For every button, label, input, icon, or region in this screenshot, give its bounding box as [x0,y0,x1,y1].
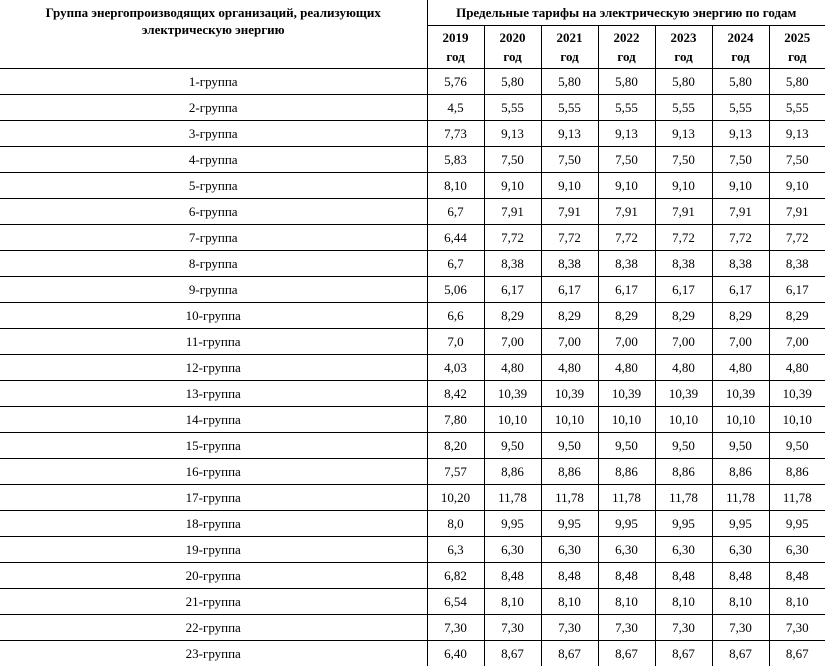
group-label: 11-группа [0,329,427,355]
group-label: 14-группа [0,407,427,433]
tariff-value: 8,67 [598,641,655,667]
table-row [0,459,825,485]
year-number: 2020 [499,30,526,45]
header-row-top [0,0,825,26]
group-label: 5-группа [0,173,427,199]
group-label: 17-группа [0,485,427,511]
table-row [0,303,825,329]
table-row [0,225,825,251]
table-row [0,173,825,199]
tariff-value: 9,13 [655,121,712,147]
tariff-value: 6,30 [598,537,655,563]
tariff-value: 9,10 [655,173,712,199]
tariff-value: 9,50 [712,433,769,459]
year-number: 2024 [727,30,754,45]
tariff-value: 8,10 [598,589,655,615]
year-suffix: год [617,49,636,64]
tariff-value: 7,91 [769,199,825,225]
tariff-value: 7,91 [484,199,541,225]
tariff-value: 7,50 [655,147,712,173]
tariff-value: 9,10 [712,173,769,199]
tariff-value: 9,13 [484,121,541,147]
tariff-value: 7,00 [769,329,825,355]
group-label: 18-группа [0,511,427,537]
group-label: 12-группа [0,355,427,381]
tariff-value: 7,91 [598,199,655,225]
year-suffix: год [788,49,807,64]
tariff-value: 7,30 [427,615,484,641]
tariff-value: 8,29 [598,303,655,329]
tariff-value: 6,7 [427,199,484,225]
tariff-value: 6,17 [598,277,655,303]
tariff-value: 6,30 [541,537,598,563]
tariff-value: 6,30 [484,537,541,563]
table-row [0,615,825,641]
tariff-value: 7,50 [769,147,825,173]
tariff-value: 8,67 [712,641,769,667]
tariff-value: 11,78 [655,485,712,511]
tariff-value: 8,38 [655,251,712,277]
tariff-value: 6,17 [712,277,769,303]
group-label: 1-группа [0,69,427,95]
tariff-value: 5,55 [598,95,655,121]
year-header-2023 [655,26,712,69]
tariff-value: 7,72 [598,225,655,251]
tariff-value: 10,39 [769,381,825,407]
tariff-value: 6,30 [769,537,825,563]
table-row [0,511,825,537]
tariff-value: 7,72 [541,225,598,251]
tariff-value: 5,55 [655,95,712,121]
tariff-value: 9,95 [484,511,541,537]
tariff-value: 11,78 [598,485,655,511]
year-suffix: год [731,49,750,64]
year-suffix: год [503,49,522,64]
tariff-value: 5,80 [712,69,769,95]
tariff-value: 7,30 [598,615,655,641]
tariff-value: 7,00 [655,329,712,355]
tariff-value: 8,38 [598,251,655,277]
tariff-value: 8,0 [427,511,484,537]
table-row [0,251,825,277]
tariff-value: 8,38 [712,251,769,277]
tariff-value: 8,86 [655,459,712,485]
year-number: 2023 [670,30,697,45]
tariff-column-header: Предельные тарифы на электрическую энергию по годам [427,0,825,26]
tariff-value: 7,30 [541,615,598,641]
tariff-value: 7,72 [769,225,825,251]
tariff-value: 8,38 [769,251,825,277]
tariff-value: 8,86 [598,459,655,485]
tariff-value: 10,10 [712,407,769,433]
group-label: 21-группа [0,589,427,615]
tariff-value: 9,13 [598,121,655,147]
tariff-value: 11,78 [712,485,769,511]
tariff-value: 8,48 [769,563,825,589]
tariff-value: 6,17 [484,277,541,303]
table-row [0,641,825,667]
tariff-value: 8,67 [541,641,598,667]
year-number: 2025 [784,30,811,45]
tariff-value: 8,48 [541,563,598,589]
group-label: 7-группа [0,225,427,251]
tariff-value: 8,10 [712,589,769,615]
group-label: 13-группа [0,381,427,407]
tariff-value: 8,10 [541,589,598,615]
tariff-value: 6,44 [427,225,484,251]
year-number: 2022 [613,30,640,45]
tariff-value: 10,39 [598,381,655,407]
tariff-value: 6,54 [427,589,484,615]
tariff-value: 6,17 [769,277,825,303]
tariff-value: 8,86 [484,459,541,485]
tariff-value: 5,83 [427,147,484,173]
tariff-value: 5,06 [427,277,484,303]
tariff-value: 6,7 [427,251,484,277]
year-number: 2019 [442,30,469,45]
year-header-2019 [427,26,484,69]
tariff-value: 8,10 [427,173,484,199]
tariff-value: 7,91 [655,199,712,225]
tariff-value: 5,80 [484,69,541,95]
tariff-value: 7,00 [541,329,598,355]
tariff-value: 10,10 [484,407,541,433]
tariff-value: 8,38 [484,251,541,277]
tariff-value: 9,10 [541,173,598,199]
group-label: 10-группа [0,303,427,329]
year-header-2021 [541,26,598,69]
tariff-value: 6,17 [655,277,712,303]
tariff-value: 7,72 [484,225,541,251]
tariff-value: 4,03 [427,355,484,381]
group-label: 3-группа [0,121,427,147]
table-row [0,121,825,147]
table-row [0,433,825,459]
tariff-value: 7,00 [712,329,769,355]
group-label: 2-группа [0,95,427,121]
group-label: 19-группа [0,537,427,563]
tariff-value: 8,86 [541,459,598,485]
tariff-value: 4,80 [484,355,541,381]
tariff-value: 8,10 [484,589,541,615]
tariff-value: 9,50 [484,433,541,459]
tariff-value: 9,13 [769,121,825,147]
tariff-value: 6,6 [427,303,484,329]
tariff-value: 8,48 [655,563,712,589]
tariff-value: 7,50 [541,147,598,173]
tariff-value: 7,73 [427,121,484,147]
tariff-value: 8,29 [484,303,541,329]
tariff-value: 9,10 [769,173,825,199]
tariff-value: 10,39 [712,381,769,407]
tariff-value: 11,78 [484,485,541,511]
group-label: 8-группа [0,251,427,277]
year-header-2020 [484,26,541,69]
tariff-value: 8,10 [655,589,712,615]
table-row [0,329,825,355]
tariff-value: 10,39 [655,381,712,407]
tariff-value: 9,95 [712,511,769,537]
tariff-value: 7,72 [655,225,712,251]
tariff-value: 7,30 [484,615,541,641]
tariff-value: 5,80 [655,69,712,95]
tariff-value: 5,55 [769,95,825,121]
tariff-value: 7,57 [427,459,484,485]
tariff-value: 7,72 [712,225,769,251]
tariff-value: 6,3 [427,537,484,563]
tariff-value: 7,00 [598,329,655,355]
year-header-2024 [712,26,769,69]
tariff-value: 8,29 [541,303,598,329]
year-suffix: год [560,49,579,64]
tariff-value: 4,5 [427,95,484,121]
table-row [0,381,825,407]
tariff-value: 11,78 [769,485,825,511]
tariff-value: 6,30 [712,537,769,563]
tariff-value: 8,67 [655,641,712,667]
table-row [0,95,825,121]
tariff-value: 4,80 [769,355,825,381]
tariff-value: 9,50 [541,433,598,459]
tariff-value: 9,10 [484,173,541,199]
group-label: 15-группа [0,433,427,459]
tariff-value: 7,30 [712,615,769,641]
group-label: 23-группа [0,641,427,667]
tariff-value: 8,86 [712,459,769,485]
tariff-value: 5,80 [541,69,598,95]
group-label: 4-группа [0,147,427,173]
tariff-value: 10,20 [427,485,484,511]
year-suffix: год [446,49,465,64]
tariff-value: 9,95 [598,511,655,537]
tariff-value: 7,80 [427,407,484,433]
table-body [0,69,825,667]
tariff-value: 10,39 [541,381,598,407]
tariff-value: 10,39 [484,381,541,407]
group-column-header: Группа энергопроизводящих организаций, реализующих электрическую энергию [0,0,427,69]
tariff-value: 8,10 [769,589,825,615]
year-number: 2021 [556,30,583,45]
tariff-value: 7,50 [484,147,541,173]
tariff-value: 9,95 [541,511,598,537]
tariff-value: 4,80 [541,355,598,381]
tariff-value: 10,10 [655,407,712,433]
tariff-value: 8,29 [655,303,712,329]
year-header-2025 [769,26,825,69]
group-label: 16-группа [0,459,427,485]
tariff-value: 9,13 [712,121,769,147]
tariff-value: 9,50 [655,433,712,459]
tariff-value: 7,00 [484,329,541,355]
tariff-value: 6,82 [427,563,484,589]
table-row [0,563,825,589]
table-row [0,355,825,381]
table-row [0,589,825,615]
tariff-value: 9,95 [769,511,825,537]
tariff-value: 5,80 [769,69,825,95]
tariff-value: 6,30 [655,537,712,563]
tariff-value: 8,29 [712,303,769,329]
tariff-value: 5,55 [712,95,769,121]
tariff-value: 8,67 [769,641,825,667]
tariff-value: 11,78 [541,485,598,511]
year-header-2022 [598,26,655,69]
tariff-value: 7,0 [427,329,484,355]
group-label: 6-группа [0,199,427,225]
group-label: 20-группа [0,563,427,589]
table-row [0,537,825,563]
tariff-value: 8,48 [484,563,541,589]
tariff-value: 7,50 [712,147,769,173]
tariff-value: 5,55 [541,95,598,121]
tariff-value: 10,10 [541,407,598,433]
tariff-value: 8,86 [769,459,825,485]
tariff-value: 7,50 [598,147,655,173]
tariff-value: 7,30 [769,615,825,641]
tariff-value: 5,76 [427,69,484,95]
table-row [0,199,825,225]
tariff-value: 9,50 [769,433,825,459]
tariff-value: 4,80 [598,355,655,381]
group-label: 9-группа [0,277,427,303]
tariff-value: 9,95 [655,511,712,537]
year-suffix: год [674,49,693,64]
tariff-value: 6,40 [427,641,484,667]
tariff-value: 8,29 [769,303,825,329]
table-row [0,69,825,95]
table-row [0,407,825,433]
tariff-value: 9,13 [541,121,598,147]
tariff-value: 8,48 [712,563,769,589]
tariff-value: 8,38 [541,251,598,277]
tariff-value: 5,55 [484,95,541,121]
tariff-value: 4,80 [712,355,769,381]
tariff-value: 10,10 [598,407,655,433]
tariff-value: 8,67 [484,641,541,667]
tariff-value: 5,80 [598,69,655,95]
table-row [0,147,825,173]
tariff-value: 7,30 [655,615,712,641]
tariff-value: 7,91 [712,199,769,225]
table-row [0,277,825,303]
tariff-value: 9,50 [598,433,655,459]
group-label: 22-группа [0,615,427,641]
tariff-value: 4,80 [655,355,712,381]
tariff-value: 8,48 [598,563,655,589]
tariff-value: 7,91 [541,199,598,225]
tariff-value: 8,20 [427,433,484,459]
tariff-value: 8,42 [427,381,484,407]
tariff-value: 6,17 [541,277,598,303]
table-row [0,485,825,511]
tariff-value: 10,10 [769,407,825,433]
tariff-value: 9,10 [598,173,655,199]
